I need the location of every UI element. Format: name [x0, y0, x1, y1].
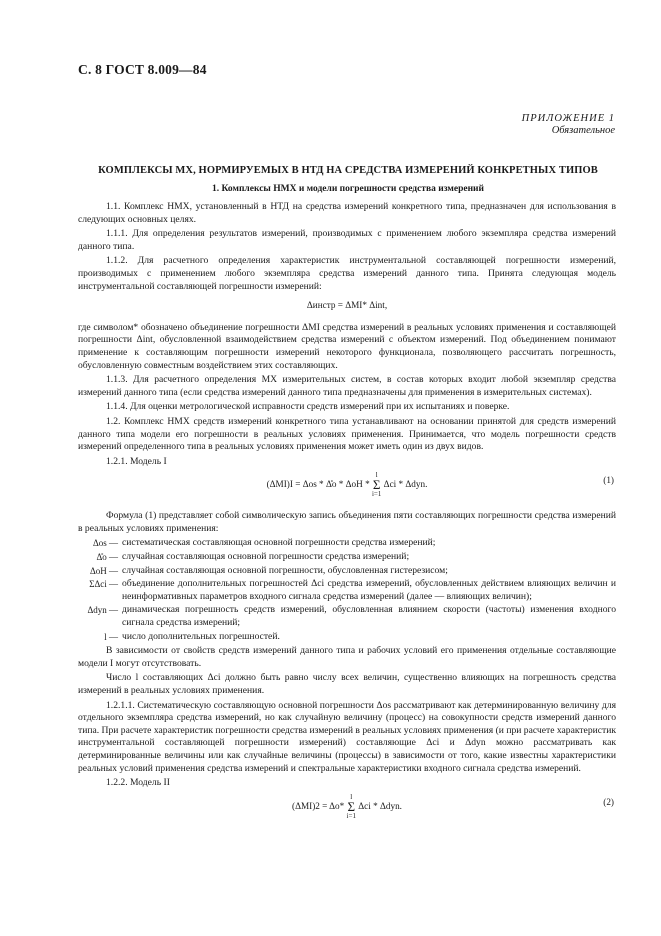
definition-item: [78, 604, 616, 629]
definition-text: случайная составляющая основной погрешности, обусловленная гистерезисом;: [122, 564, 448, 576]
sum-top: l: [350, 792, 353, 801]
definition-item: [78, 551, 616, 564]
formula-1-right: Δos * Δ̊o * ΔoH *: [302, 479, 370, 490]
formula-1: [78, 472, 616, 498]
formula-1-tail: Δci * Δdyn.: [383, 479, 428, 490]
definition-symbol: Δdyn —: [87, 605, 118, 616]
page-header: С. 8 ГОСТ 8.009—84: [78, 62, 207, 77]
paragraph-1-2-2: 1.2.2. Модель II: [106, 777, 170, 789]
definitions-list: [78, 537, 616, 643]
definition-symbol: l —: [104, 631, 118, 642]
definition-text: число дополнительных погрешностей.: [122, 630, 280, 642]
sum-bottom: i=1: [346, 811, 356, 820]
sum-symbol: l Σ i=1: [346, 792, 356, 820]
section-heading: 1. Комплексы НМХ и модели погрешности средства измерений: [212, 184, 484, 194]
paragraph-dependence: В зависимости от свойств средств измерений данного типа и рабочих условий его применения отдельные составляющие модели I могут отсутствовать.: [78, 645, 616, 669]
formula-1-left: (ΔMI)I =: [266, 479, 301, 490]
paragraph-1-2-1-1: 1.2.1.1. Систематическую составляющую основной погрешности Δos рассматривают как детерминированную величину для отдельного экземпляра средства измерений, но как случайную величину (процесс) на совокупности средств измерений данного типа. При расчете характеристик погрешности средства измерений в реальных условиях применения (и при расчете характеристик инструментальной составляющей погрешности измерений) составляющие Δci и Δdyn можно рассматривать как детерминированные величины или как случайные величины (процессы) в зависимости от того, какие известны характеристики реальных условий применения средства измерений и спектральные характеристики входного сигнала средства измерений.: [78, 699, 616, 774]
paragraph-number: Число l составляющих Δci должно быть равно числу всех величин, существенно влияющих на погрешность средства измерений в реальных условиях применения.: [78, 672, 616, 696]
definition-text: динамическая погрешность средств измерений, обусловленная влиянием скорости (частоты) изменения входного сигнала средства измерений;: [122, 604, 616, 629]
definition-text: систематическая составляющая основной погрешности средства измерений;: [122, 537, 436, 549]
definition-symbol: Δ̊o —: [96, 552, 118, 563]
equation-number-1: (1): [603, 475, 614, 486]
document-body: [78, 201, 616, 820]
definition-item: [78, 631, 616, 644]
appendix-note: Обязательное: [551, 125, 615, 136]
paragraph-1-1-3: 1.1.3. Для расчетного определения МХ измерительных систем, в состав которых входит любой экземпляр средства измерений данного типа (если средства измерений данного типа предназначены для применения в измерительных системах).: [78, 374, 616, 398]
definition-symbol: ΔoH —: [89, 565, 118, 576]
appendix-title: ПРИЛОЖЕНИЕ 1: [521, 113, 615, 124]
formula-2: [78, 794, 616, 820]
paragraph-1-1-4: 1.1.4. Для оценки метрологической исправности средств измерений при их испытаниях и поверке.: [106, 401, 510, 413]
paragraph-1-2: 1.2. Комплекс НМХ средств измерений конкретного типа устанавливают на основании принятой для средств измерений данного типа модели его погрешности в реальных условиях применения. Принимается, что модель погрешности средств измерений определенного типа в реальных условиях применения может иметь один из двух видов.: [78, 415, 616, 453]
appendix-label: [522, 113, 615, 137]
definition-symbol: Δos —: [92, 538, 118, 549]
paragraph-1-1-2: 1.1.2. Для расчетного определения характеристик инструментальной составляющей погрешности измерений, производимых с применением любого экземпляра средства измерений данного типа. Принята следующая модель инструментальной составляющей погрешности измерений:: [78, 255, 616, 292]
definition-text: случайная составляющая основной погрешности средства измерений;: [122, 551, 410, 563]
formula-0: Δинстр = ΔMI* Δint,: [306, 300, 388, 311]
definition-item: [78, 578, 616, 603]
equation-number-2: (2): [603, 796, 614, 807]
paragraph-1-2-1: 1.2.1. Модель I: [106, 455, 167, 467]
paragraph-1-1: 1.1. Комплекс НМХ, установленный в НТД на средства измерений конкретного типа, предназначен для использования в следующих основных целях.: [78, 201, 616, 225]
sum-symbol: l Σ i=1: [371, 471, 382, 499]
sum-top: l: [375, 471, 378, 480]
sum-bottom: i=1: [371, 490, 382, 499]
paragraph-formula-1: Формула (1) представляет собой символическую запись объединения пяти составляющих погрешности средства измерений в реальных условиях применения:: [78, 510, 616, 534]
formula-2-tail: Δci * Δdyn.: [358, 800, 402, 811]
definition-item: [78, 565, 616, 578]
definition-item: [78, 537, 616, 550]
paragraph-1-1-1: 1.1.1. Для определения результатов измерений, производимых с применением любого экземпляра средства измерений данного типа.: [78, 228, 616, 252]
formula-2-left: (ΔMI)2 = Δo*: [292, 800, 347, 811]
paragraph-where: где символом* обозначено объединение погрешности ΔMI средства измерений в реальных условиях применения и составляющей погрешности Δint, обусловленной взаимодействием средства измерений с объектом измерений. Под объединением понимают применение к составляющим погрешности измерений некоторого функционала, позволяющего рассчитать погрешность, обусловленную совместным воздействием этих составляющих.: [78, 321, 616, 371]
document-title: КОМПЛЕКСЫ МХ, НОРМИРУЕМЫХ В НТД НА СРЕДСТВА ИЗМЕРЕНИЙ КОНКРЕТНЫХ ТИПОВ: [98, 165, 598, 176]
definition-symbol: ΣΔci —: [89, 579, 118, 590]
definition-text: объединение дополнительных погрешностей Δci средства измерений, обусловленных действием влияющих величин и неинформативных параметров входного сигнала средства измерений (далее — влияющих величин);: [122, 578, 616, 602]
